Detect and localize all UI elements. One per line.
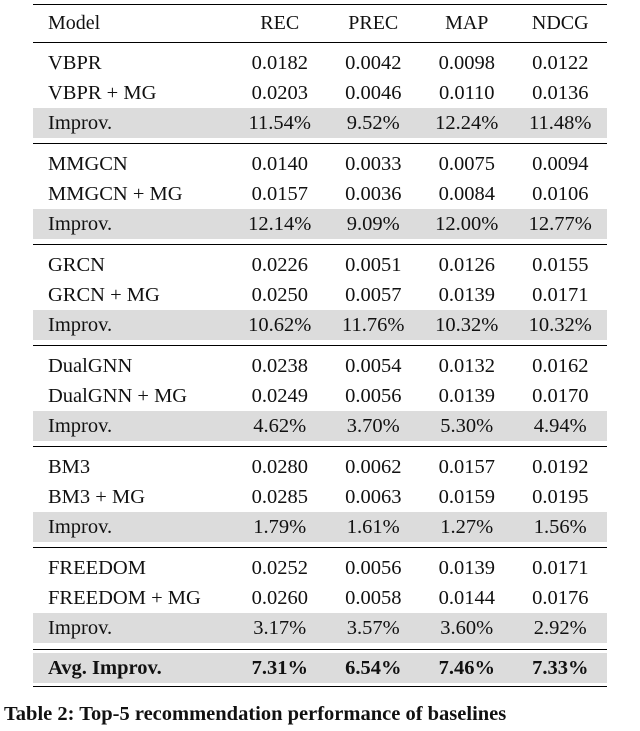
rec-cell: 0.0140 bbox=[251, 152, 308, 175]
average-ndcg: 7.33% bbox=[532, 656, 589, 679]
rec-cell: 0.0285 bbox=[251, 485, 308, 508]
rec-cell: 1.79% bbox=[253, 515, 307, 538]
model-cell: Improv. bbox=[48, 616, 113, 639]
map-cell: 0.0075 bbox=[438, 152, 495, 175]
ndcg-cell: 0.0192 bbox=[532, 455, 589, 478]
prec-cell: 9.52% bbox=[346, 111, 400, 134]
model-cell: BM3 + MG bbox=[48, 485, 145, 508]
header-rec: REC bbox=[260, 12, 300, 35]
rec-cell: 3.17% bbox=[253, 616, 307, 639]
model-cell: Improv. bbox=[48, 111, 113, 134]
model-cell: Improv. bbox=[48, 313, 113, 336]
map-cell: 12.00% bbox=[435, 212, 499, 235]
improvement-row bbox=[33, 613, 607, 643]
header-prec: PREC bbox=[348, 12, 399, 35]
average-label: Avg. Improv. bbox=[48, 656, 162, 679]
header-map: MAP bbox=[445, 12, 489, 35]
model-cell: DualGNN + MG bbox=[48, 384, 188, 407]
ndcg-cell: 0.0170 bbox=[532, 384, 589, 407]
table-row bbox=[33, 48, 607, 78]
ndcg-cell: 0.0171 bbox=[532, 556, 589, 579]
ndcg-cell: 1.56% bbox=[533, 515, 587, 538]
map-cell: 12.24% bbox=[435, 111, 499, 134]
row-group bbox=[33, 245, 607, 340]
prec-cell: 0.0063 bbox=[345, 485, 402, 508]
table-body bbox=[33, 43, 607, 643]
table-row bbox=[33, 149, 607, 179]
ndcg-cell: 10.32% bbox=[528, 313, 592, 336]
ndcg-cell: 12.77% bbox=[528, 212, 592, 235]
rec-cell: 10.62% bbox=[248, 313, 312, 336]
prec-cell: 0.0062 bbox=[345, 455, 402, 478]
ndcg-cell: 11.48% bbox=[529, 111, 592, 134]
map-cell: 0.0139 bbox=[438, 384, 495, 407]
header-ndcg: NDCG bbox=[531, 12, 589, 35]
map-cell: 10.32% bbox=[435, 313, 499, 336]
row-group bbox=[33, 144, 607, 239]
rec-cell: 0.0182 bbox=[251, 51, 308, 74]
prec-cell: 0.0046 bbox=[345, 81, 402, 104]
map-cell: 1.27% bbox=[440, 515, 494, 538]
prec-cell: 0.0054 bbox=[345, 354, 402, 377]
map-cell: 0.0144 bbox=[438, 586, 495, 609]
table-caption: Table 2: Top-5 recommendation performance of baselines bbox=[4, 703, 507, 725]
prec-cell: 0.0051 bbox=[345, 253, 402, 276]
improvement-row bbox=[33, 512, 607, 542]
model-cell: GRCN bbox=[48, 253, 105, 276]
table-row bbox=[33, 280, 607, 310]
table-row bbox=[33, 583, 607, 613]
ndcg-cell: 0.0155 bbox=[532, 253, 589, 276]
prec-cell: 0.0056 bbox=[345, 556, 402, 579]
ndcg-cell: 0.0094 bbox=[532, 152, 589, 175]
rec-cell: 12.14% bbox=[248, 212, 312, 235]
ndcg-cell: 0.0195 bbox=[532, 485, 589, 508]
rec-cell: 0.0280 bbox=[251, 455, 308, 478]
prec-cell: 3.57% bbox=[346, 616, 400, 639]
model-cell: BM3 bbox=[48, 455, 91, 478]
prec-cell: 3.70% bbox=[346, 414, 400, 437]
rec-cell: 0.0249 bbox=[251, 384, 308, 407]
rec-cell: 0.0260 bbox=[251, 586, 308, 609]
map-cell: 3.60% bbox=[440, 616, 494, 639]
ndcg-cell: 0.0176 bbox=[532, 586, 589, 609]
rec-cell: 0.0252 bbox=[251, 556, 308, 579]
model-cell: GRCN + MG bbox=[48, 283, 160, 306]
ndcg-cell: 2.92% bbox=[533, 616, 587, 639]
prec-cell: 9.09% bbox=[346, 212, 400, 235]
table-row bbox=[33, 351, 607, 381]
model-cell: FREEDOM bbox=[48, 556, 146, 579]
ndcg-cell: 0.0106 bbox=[532, 182, 589, 205]
row-group bbox=[33, 43, 607, 138]
row-group bbox=[33, 346, 607, 441]
rec-cell: 11.54% bbox=[248, 111, 311, 134]
bottom-rule bbox=[33, 686, 607, 687]
ndcg-cell: 4.94% bbox=[533, 414, 587, 437]
rec-cell: 0.0250 bbox=[251, 283, 308, 306]
ndcg-cell: 0.0122 bbox=[532, 51, 589, 74]
table-row bbox=[33, 553, 607, 583]
map-cell: 0.0132 bbox=[438, 354, 495, 377]
rec-cell: 0.0203 bbox=[251, 81, 308, 104]
model-cell: Improv. bbox=[48, 414, 113, 437]
model-cell: FREEDOM + MG bbox=[48, 586, 201, 609]
model-cell: Improv. bbox=[48, 515, 113, 538]
header-row bbox=[33, 5, 607, 42]
improvement-row bbox=[33, 411, 607, 441]
table-row bbox=[33, 250, 607, 280]
map-cell: 0.0110 bbox=[438, 81, 495, 104]
rec-cell: 0.0238 bbox=[251, 354, 308, 377]
row-group bbox=[33, 548, 607, 643]
rec-cell: 0.0226 bbox=[251, 253, 308, 276]
header-model: Model bbox=[48, 12, 101, 35]
map-cell: 0.0159 bbox=[438, 485, 495, 508]
ndcg-cell: 0.0136 bbox=[532, 81, 589, 104]
map-cell: 5.30% bbox=[440, 414, 494, 437]
improvement-row bbox=[33, 108, 607, 138]
map-cell: 0.0139 bbox=[438, 283, 495, 306]
rec-cell: 4.62% bbox=[253, 414, 307, 437]
results-table bbox=[33, 0, 607, 687]
average-row bbox=[33, 653, 607, 683]
prec-cell: 0.0033 bbox=[345, 152, 402, 175]
prec-cell: 11.76% bbox=[342, 313, 405, 336]
table-row bbox=[33, 78, 607, 108]
rec-cell: 0.0157 bbox=[251, 182, 308, 205]
table-row bbox=[33, 179, 607, 209]
table-row bbox=[33, 381, 607, 411]
prec-cell: 0.0058 bbox=[345, 586, 402, 609]
prec-cell: 0.0057 bbox=[345, 283, 402, 306]
ndcg-cell: 0.0162 bbox=[532, 354, 589, 377]
average-map: 7.46% bbox=[438, 656, 495, 679]
model-cell: VBPR + MG bbox=[48, 81, 157, 104]
improvement-row bbox=[33, 209, 607, 239]
map-cell: 0.0126 bbox=[438, 253, 495, 276]
map-cell: 0.0098 bbox=[438, 51, 495, 74]
average-rec: 7.31% bbox=[251, 656, 308, 679]
average-block bbox=[33, 643, 607, 687]
row-group bbox=[33, 447, 607, 542]
table-row bbox=[33, 482, 607, 512]
model-cell: VBPR bbox=[48, 51, 102, 74]
model-cell: Improv. bbox=[48, 212, 113, 235]
prec-cell: 0.0056 bbox=[345, 384, 402, 407]
average-prec: 6.54% bbox=[345, 656, 402, 679]
map-cell: 0.0157 bbox=[438, 455, 495, 478]
prec-cell: 0.0036 bbox=[345, 182, 402, 205]
prec-cell: 1.61% bbox=[346, 515, 400, 538]
improvement-row bbox=[33, 310, 607, 340]
model-cell: MMGCN + MG bbox=[48, 182, 183, 205]
table-row bbox=[33, 452, 607, 482]
map-cell: 0.0139 bbox=[438, 556, 495, 579]
map-cell: 0.0084 bbox=[438, 182, 495, 205]
prec-cell: 0.0042 bbox=[345, 51, 402, 74]
ndcg-cell: 0.0171 bbox=[532, 283, 589, 306]
model-cell: DualGNN bbox=[48, 354, 133, 377]
model-cell: MMGCN bbox=[48, 152, 128, 175]
